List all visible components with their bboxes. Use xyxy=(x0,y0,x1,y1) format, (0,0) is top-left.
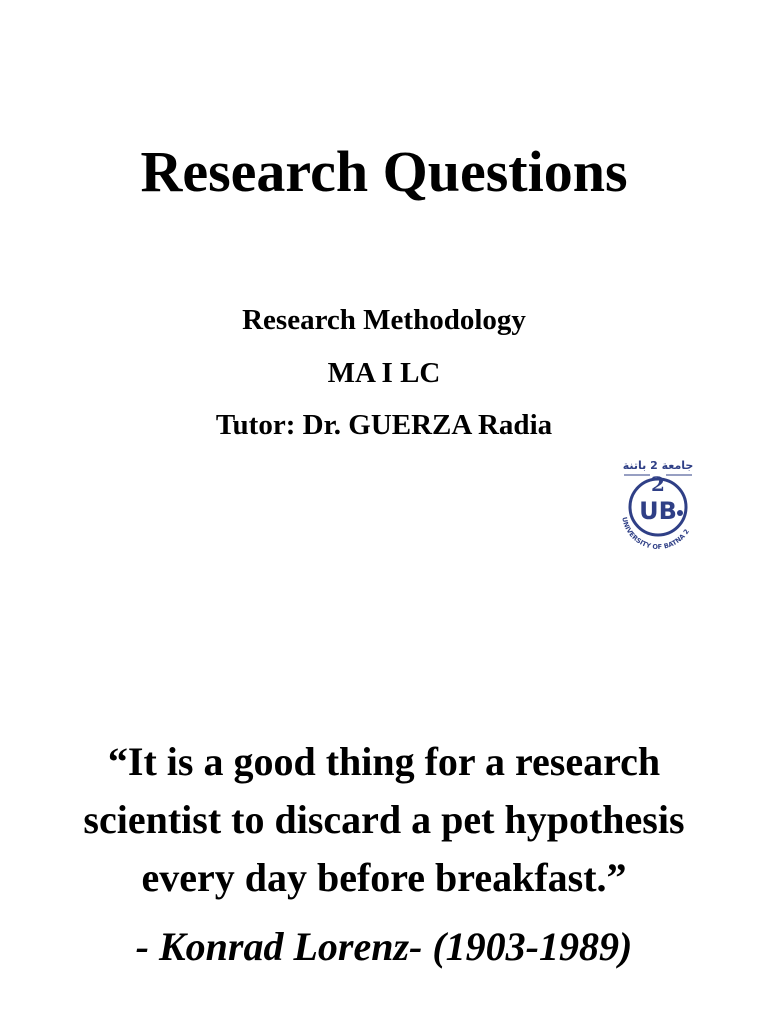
logo-ring-text: UNIVERSITY OF BATNA 2 xyxy=(620,516,691,552)
slide-title: Research Questions xyxy=(140,139,628,204)
logo-arabic-text: جامعة 2 باتنة xyxy=(622,459,694,472)
university-of-batna-2-logo-icon xyxy=(612,455,704,555)
university-logo xyxy=(612,455,704,555)
quote-author: - Konrad Lorenz- (1903-1989) xyxy=(135,924,633,969)
course-level: MA I LC xyxy=(327,357,441,389)
course-name: Research Methodology xyxy=(242,304,526,336)
tutor-name: Tutor: Dr. GUERZA Radia xyxy=(215,409,553,441)
logo-numeral: 2 xyxy=(651,472,665,496)
logo-monogram: UB xyxy=(639,497,677,525)
quote-block xyxy=(0,733,768,907)
quote-line: every day before breakfast.” xyxy=(141,855,627,900)
quote-line: “It is a good thing for a research xyxy=(107,739,661,784)
quote-line: scientist to discard a pet hypothesis xyxy=(83,797,685,842)
